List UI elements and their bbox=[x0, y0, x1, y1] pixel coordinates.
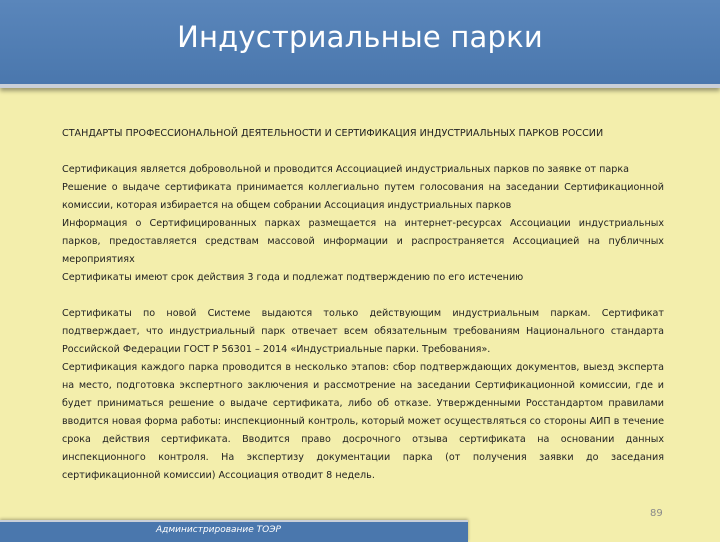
paragraph-gap bbox=[62, 287, 664, 305]
paragraph: Сертификаты имеют срок действия 3 года и подлежат подтверждению по его истечению bbox=[62, 272, 524, 283]
slide-title: Индустриальные парки bbox=[177, 20, 543, 54]
paragraph: Сертификация каждого парка проводится в несколько этапов: сбор подтверждающих документов, выезд эксперта на место, подготовка экспертного заключения и рассмотрение на заседании Сертификационной комиссии, где и будет приниматься решение о выдаче сертификата, либо об отказе. Утвержденными Росстандартом правилами вводится новая форма работы: инспекционный контроль, который может осуществляться со стороны АИП в течение срока действия сертификата. Вводится право досрочного отзыва сертификата на основании данных инспекционного контроля. На экспертизу документации парка (от получения заявки до заседания сертификационной комиссии) Ассоциация отводит 8 недель. bbox=[62, 362, 664, 481]
page-number: 89 bbox=[650, 508, 663, 519]
paragraph: Сертификаты по новой Системе выдаются только действующим индустриальным паркам. Сертификат подтверждает, что индустриальный парк отвечает всем обязательным требованиям Национального стандарта Российской Федерации ГОСТ Р 56301 – 2014 «Индустриальные парки. Требования». bbox=[62, 308, 664, 355]
paragraph: Информация о Сертифицированных парках размещается на интернет-ресурсах Ассоциации индустриальных парков, предоставляется средствам массовой информации и распространяется Ассоциацией на публичных мероприятиях bbox=[62, 218, 664, 265]
content-heading: СТАНДАРТЫ ПРОФЕССИОНАЛЬНОЙ ДЕЯТЕЛЬНОСТИ И СЕРТИФИКАЦИЯ ИНДУСТРИАЛЬНЫХ ПАРКОВ РОССИИ bbox=[62, 128, 604, 139]
paragraph: Сертификация является добровольной и проводится Ассоциацией индустриальных парков по заявке от парка bbox=[62, 164, 630, 175]
footer-bar bbox=[0, 520, 468, 542]
footer-text: Администрирование ТОЭР bbox=[156, 525, 281, 535]
slide-content bbox=[62, 125, 664, 485]
paragraph: Решение о выдаче сертификата принимается коллегиально путем голосования на заседании Сертификационной комиссии, которая избирается на общем собрании Ассоциация индустриальных парков bbox=[62, 182, 664, 211]
title-bar bbox=[0, 0, 720, 88]
